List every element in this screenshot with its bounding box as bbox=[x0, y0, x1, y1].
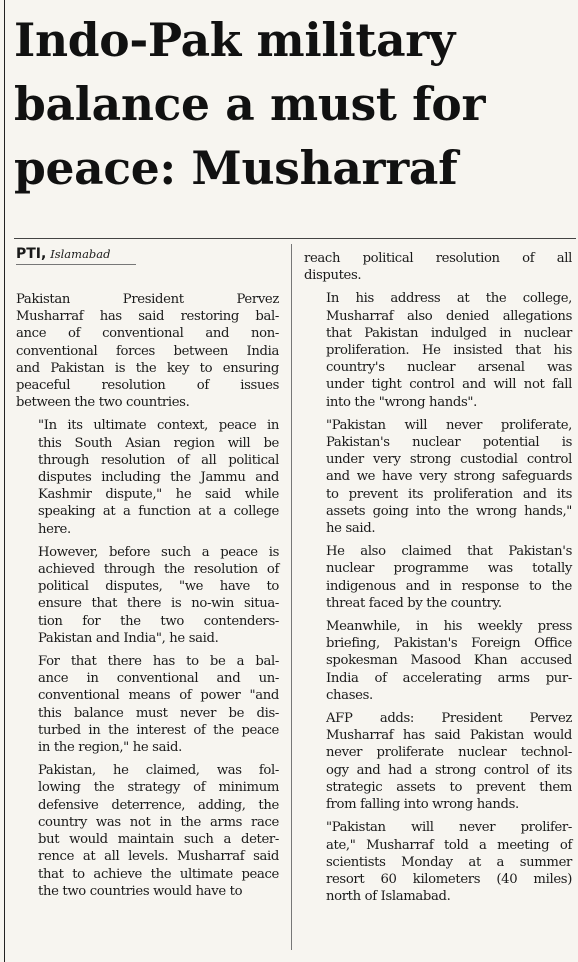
paragraph-line: "Pakistan will never proliferate, bbox=[326, 417, 572, 433]
page-left-border bbox=[4, 0, 5, 962]
article-paragraph bbox=[16, 653, 279, 756]
article-paragraph bbox=[16, 417, 279, 537]
article-paragraph bbox=[304, 819, 572, 905]
paragraph-line: India of accelerating arms pur- bbox=[326, 670, 572, 686]
paragraph-line: between the two countries. bbox=[16, 395, 190, 411]
paragraph-line: Pakistan President Pervez bbox=[16, 292, 279, 307]
paragraph-line: he said. bbox=[326, 521, 376, 537]
paragraph-line: that to achieve the ultimate peace bbox=[38, 866, 279, 882]
article-column-right bbox=[304, 250, 572, 911]
paragraph-line: However, before such a peace is bbox=[38, 544, 279, 560]
paragraph-line: "In its ultimate context, peace in bbox=[38, 418, 279, 434]
paragraph-line: strategic assets to prevent them bbox=[326, 779, 572, 795]
paragraph-line: Musharraf has said Pakistan would bbox=[326, 728, 572, 744]
column-divider bbox=[291, 244, 292, 950]
paragraph-line: the two countries would have to bbox=[38, 883, 243, 899]
paragraph-line: achieved through the resolution of bbox=[38, 562, 279, 578]
paragraph-line: to prevent its proliferation and its bbox=[326, 486, 572, 502]
paragraph-line: defensive deterrence, adding, the bbox=[38, 797, 279, 813]
paragraph-line: that Pakistan indulged in nuclear bbox=[326, 325, 572, 341]
paragraph-line: turbed in the interest of the peace bbox=[38, 722, 279, 738]
paragraph-line: through resolution of all political bbox=[38, 452, 279, 468]
paragraph-line: tion for the two contenders- bbox=[38, 613, 279, 629]
paragraph-line: Pakistan and India", he said. bbox=[38, 630, 219, 646]
paragraph-line: never proliferate nuclear technol- bbox=[326, 745, 572, 761]
paragraph-line: and Pakistan is the key to ensuring bbox=[16, 360, 279, 376]
paragraph-line: Kashmir dispute," he said while bbox=[38, 487, 279, 503]
paragraph-line: indigenous and in response to the bbox=[326, 578, 572, 594]
article-paragraph bbox=[304, 710, 572, 813]
article-paragraph bbox=[304, 250, 572, 284]
paragraph-line: For that there has to be a bal- bbox=[38, 654, 279, 670]
paragraph-line: conventional forces between India bbox=[16, 343, 279, 359]
paragraph-line: reach political resolution of all bbox=[304, 251, 572, 266]
article-paragraph bbox=[304, 290, 572, 410]
paragraph-line: In his address at the college, bbox=[326, 291, 572, 307]
paragraph-line: under very strong custodial control bbox=[326, 452, 572, 468]
paragraph-line: and we have very strong safeguards bbox=[326, 469, 572, 485]
byline-agency: PTI, bbox=[16, 246, 47, 262]
paragraph-line: lowing the strategy of minimum bbox=[38, 780, 279, 796]
paragraph-line: He also claimed that Pakistan's bbox=[326, 544, 572, 560]
paragraph-line: nuclear programme was totally bbox=[326, 561, 572, 577]
left-column-paragraphs bbox=[16, 291, 279, 900]
paragraph-line: from falling into wrong hands. bbox=[326, 797, 519, 813]
paragraph-line: speaking at a function at a college bbox=[38, 504, 279, 520]
right-column-paragraphs bbox=[304, 250, 572, 905]
paragraph-line: assets going into the wrong hands," bbox=[326, 503, 572, 519]
paragraph-line: north of Islamabad. bbox=[326, 889, 451, 905]
paragraph-line: country's nuclear arsenal was bbox=[326, 360, 572, 376]
paragraph-line: but would maintain such a deter- bbox=[38, 832, 279, 848]
paragraph-line: under tight control and will not fall bbox=[326, 377, 572, 393]
paragraph-line: country was not in the arms race bbox=[38, 814, 279, 830]
paragraph-line: here. bbox=[38, 521, 71, 537]
article-paragraph bbox=[304, 417, 572, 537]
paragraph-line: Pakistan's nuclear potential is bbox=[326, 435, 572, 451]
paragraph-line: ate," Musharraf told a meeting of bbox=[326, 837, 572, 853]
paragraph-line: political disputes, "we have to bbox=[38, 579, 279, 595]
article-paragraph bbox=[16, 291, 279, 411]
paragraph-line: ogy and had a strong control of its bbox=[326, 762, 572, 778]
byline-place: Islamabad bbox=[50, 247, 111, 261]
headline bbox=[14, 8, 574, 200]
paragraph-line: conventional means of power "and bbox=[38, 688, 279, 704]
paragraph-line: scientists Monday at a summer bbox=[326, 854, 572, 870]
paragraph-line: Musharraf has said restoring bal- bbox=[16, 309, 279, 325]
paragraph-line: peaceful resolution of issues bbox=[16, 378, 279, 394]
headline-divider bbox=[14, 238, 576, 239]
paragraph-line: ensure that there is no-win situa- bbox=[38, 596, 279, 612]
paragraph-line: Musharraf also denied allegations bbox=[326, 308, 572, 324]
paragraph-line: spokesman Masood Khan accused bbox=[326, 653, 572, 669]
paragraph-line: ance of conventional and non- bbox=[16, 326, 279, 342]
headline-line: Indo-Pak military bbox=[14, 13, 456, 67]
paragraph-line: AFP adds: President Pervez bbox=[326, 711, 572, 727]
paragraph-line: ance in conventional and un- bbox=[38, 671, 279, 687]
paragraph-line: this South Asian region will be bbox=[38, 435, 279, 451]
paragraph-line: "Pakistan will never prolifer- bbox=[326, 820, 572, 836]
article-paragraph bbox=[304, 543, 572, 612]
paragraph-line: rence at all levels. Musharraf said bbox=[38, 849, 279, 865]
paragraph-line: this balance must never be dis- bbox=[38, 705, 279, 721]
article-paragraph bbox=[16, 762, 279, 900]
paragraph-line: proliferation. He insisted that his bbox=[326, 343, 572, 359]
article-paragraph bbox=[304, 618, 572, 704]
paragraph-line: briefing, Pakistan's Foreign Office bbox=[326, 636, 572, 652]
paragraph-line: Pakistan, he claimed, was fol- bbox=[38, 763, 279, 779]
paragraph-line: into the "wrong hands". bbox=[326, 394, 477, 410]
byline bbox=[16, 244, 136, 265]
headline-line: balance a must for bbox=[14, 77, 486, 131]
paragraph-line: disputes. bbox=[304, 268, 362, 284]
paragraph-line: resort 60 kilometers (40 miles) bbox=[326, 871, 572, 887]
article-column-left bbox=[16, 244, 279, 906]
paragraph-line: in the region," he said. bbox=[38, 740, 182, 756]
paragraph-line: chases. bbox=[326, 687, 373, 703]
paragraph-line: Meanwhile, in his weekly press bbox=[326, 619, 572, 635]
headline-line: peace: Musharraf bbox=[14, 141, 458, 195]
paragraph-line: threat faced by the country. bbox=[326, 595, 502, 611]
article-paragraph bbox=[16, 544, 279, 647]
paragraph-line: disputes including the Jammu and bbox=[38, 470, 279, 486]
